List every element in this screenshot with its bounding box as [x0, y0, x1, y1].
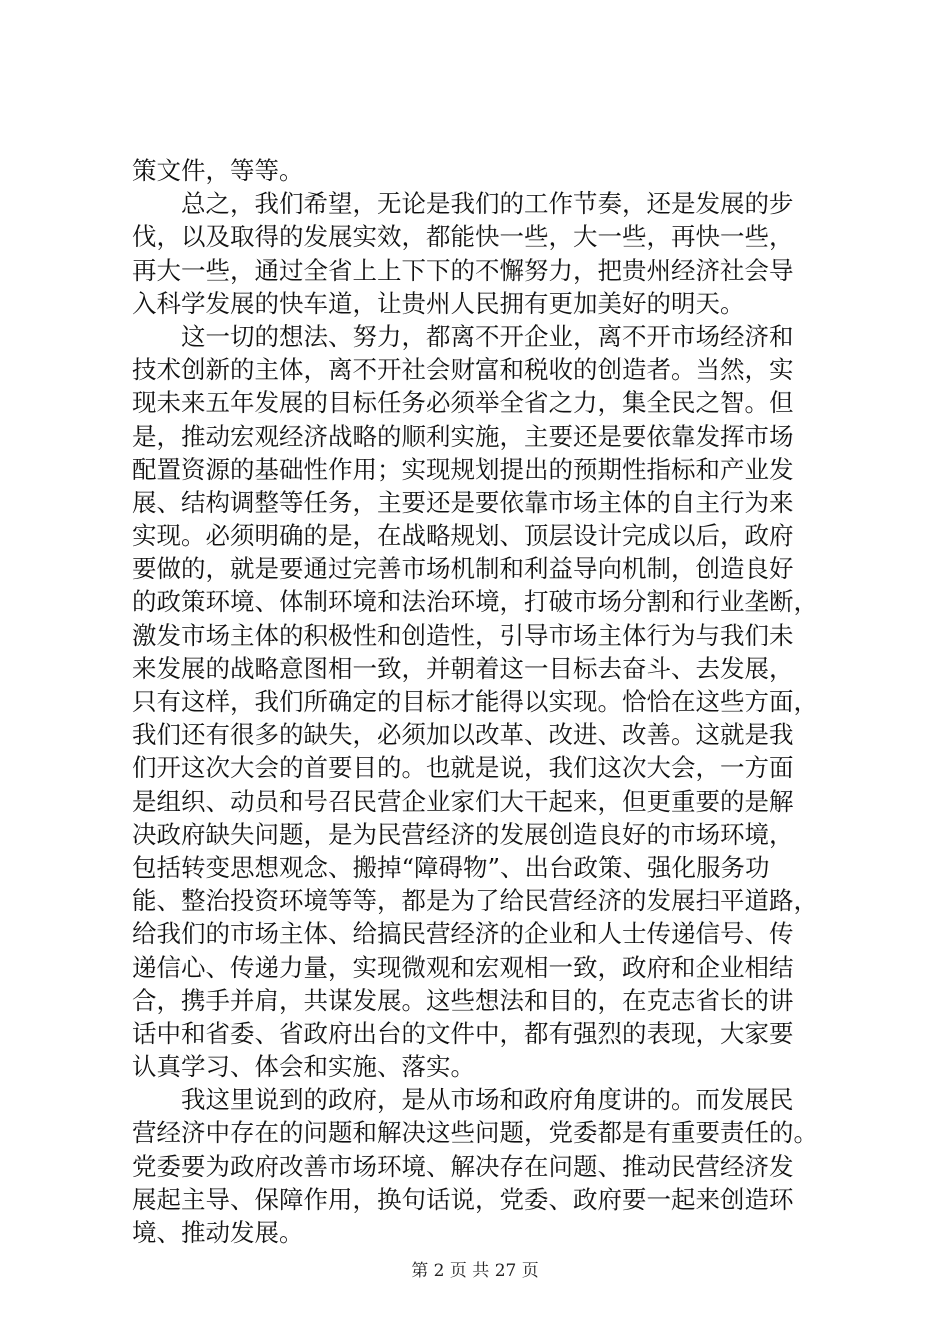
text-line: 是，推动宏观经济战略的顺利实施，主要还是要依靠发挥市场 — [132, 421, 794, 451]
text-line: 技术创新的主体，离不开社会财富和税收的创造者。当然，实 — [132, 355, 794, 385]
text-line: 伐，以及取得的发展实效，都能快一些，大一些，再快一些， — [132, 222, 794, 252]
text-line: 的政策环境、体制环境和法治环境，打破市场分割和行业垄断， — [132, 587, 818, 617]
page-footer: 第 2 页 共 27 页 — [411, 1261, 539, 1281]
text-line: 党委要为政府改善市场环境、解决存在问题、推动民营经济发 — [132, 1151, 794, 1181]
text-line: 决政府缺失问题，是为民营经济的发展创造良好的市场环境， — [132, 819, 794, 849]
text-line: 展起主导、保障作用，换句话说，党委、政府要一起来创造环 — [132, 1184, 794, 1214]
text-line: 营经济中存在的问题和解决这些问题，党委都是有重要责任的。 — [132, 1118, 818, 1148]
text-line: 配置资源的基础性作用；实现规划提出的预期性指标和产业发 — [132, 454, 794, 484]
text-line: 现未来五年发展的目标任务必须举全省之力，集全民之智。但 — [132, 388, 794, 418]
paragraph-start-line: 这一切的想法、努力，都离不开企业，离不开市场经济和 — [181, 321, 794, 351]
text-line: 展、结构调整等任务，主要还是要依靠市场主体的自主行为来 — [132, 487, 794, 517]
text-line: 们开这次大会的首要目的。也就是说，我们这次大会，一方面 — [132, 753, 794, 783]
text-line: 境、推动发展。 — [132, 1218, 304, 1247]
text-line: 话中和省委、省政府出台的文件中，都有强烈的表现，大家要 — [132, 1018, 794, 1048]
text-line: 包括转变思想观念、搬掉“障碍物”、出台政策、强化服务功 — [132, 852, 770, 882]
text-line: 给我们的市场主体、给搞民营经济的企业和人士传递信号、传 — [132, 919, 794, 949]
paragraph-start-line: 总之，我们希望，无论是我们的工作节奏，还是发展的步 — [181, 189, 794, 219]
text-line: 入科学发展的快车道，让贵州人民拥有更加美好的明天。 — [132, 288, 745, 318]
text-line: 是组织、动员和号召民营企业家们大干起来，但更重要的是解 — [132, 786, 794, 816]
text-line: 策文件，等等。 — [132, 156, 304, 185]
paragraph-start-line: 我这里说到的政府，是从市场和政府角度讲的。而发展民 — [181, 1085, 794, 1115]
text-line: 激发市场主体的积极性和创造性，引导市场主体行为与我们未 — [132, 620, 794, 650]
text-line: 合，携手并肩，共谋发展。这些想法和目的，在克志省长的讲 — [132, 985, 794, 1015]
text-line: 认真学习、体会和实施、落实。 — [132, 1052, 475, 1082]
text-line: 来发展的战略意图相一致，并朝着这一目标去奋斗、去发展， — [132, 653, 794, 683]
text-line: 我们还有很多的缺失，必须加以改革、改进、改善。这就是我 — [132, 720, 794, 750]
text-line: 要做的，就是要通过完善市场机制和利益导向机制，创造良好 — [132, 554, 794, 584]
text-line: 能、整治投资环境等等，都是为了给民营经济的发展扫平道路， — [132, 886, 818, 916]
text-line: 只有这样，我们所确定的目标才能得以实现。恰恰在这些方面， — [132, 687, 818, 716]
text-line: 递信心、传递力量，实现微观和宏观相一致，政府和企业相结 — [132, 952, 794, 982]
text-line: 实现。必须明确的是，在战略规划、顶层设计完成以后，政府 — [132, 521, 794, 551]
text-line: 再大一些，通过全省上上下下的不懈努力，把贵州经济社会导 — [132, 255, 794, 285]
document-body — [132, 154, 832, 1249]
